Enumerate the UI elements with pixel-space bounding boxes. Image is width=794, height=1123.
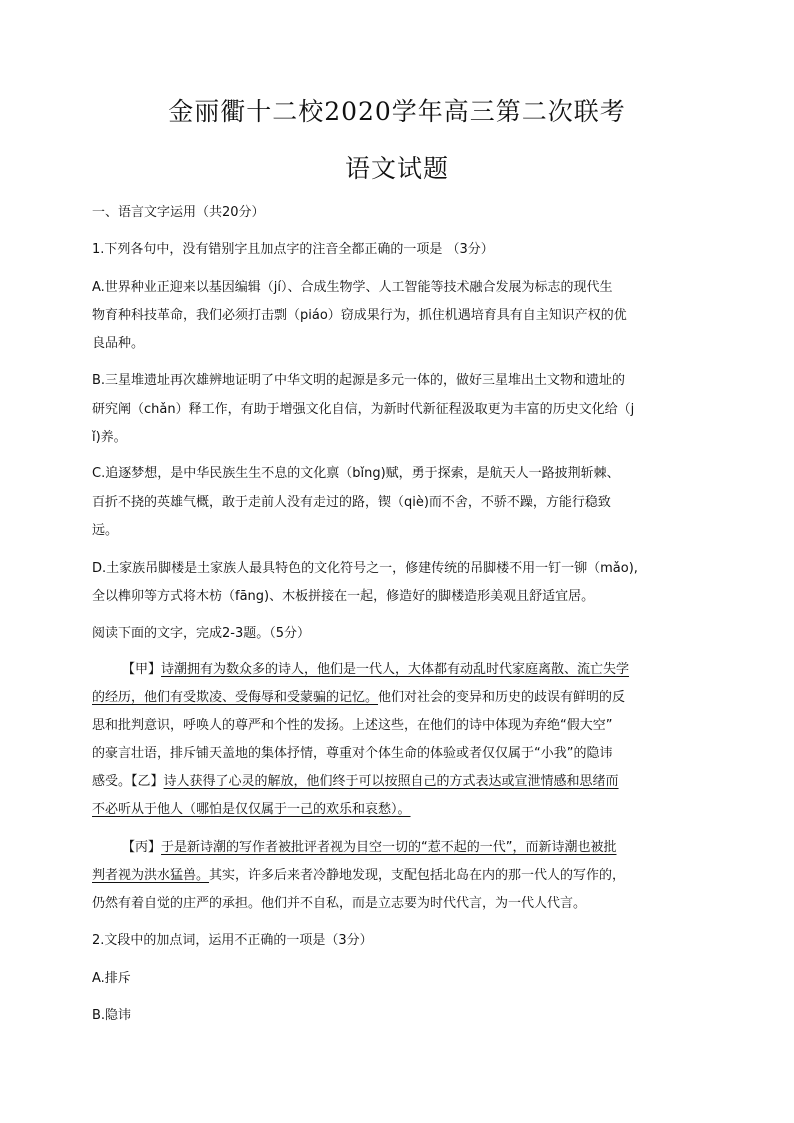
q1-option-c-line: C.追逐梦想，是中华民族生生不息的文化禀（bǐng)赋，勇于探索，是航天人一路披荆斩棘、 [92, 466, 620, 481]
marker-bing: 【丙】 [122, 840, 162, 855]
underlined-text: 于是新诗潮的写作者被批评者视为目空一切的“惹不起的一代”，而新诗潮也被批 [161, 840, 617, 855]
passage-line [92, 717, 612, 735]
q1-option-d-line: D.土家族吊脚楼是土家族人最具特色的文化符号之一，修建传统的吊脚楼不用一钉一铆（mǎo), [92, 561, 638, 576]
q1-option-a-line: 物育种科技革命，我们必须打击剽（piáo）窃成果行为，抓住机遇培育具有自主知识产权的优 [92, 308, 627, 323]
passage-line [92, 689, 625, 707]
passage-text: 他们对社会的变异和历史的歧误有鲜明的反 [378, 690, 626, 705]
q1-option-a-line: A.世界种业正迎来以基因编辑（jí）、合成生物学、人工智能等技术融合发展为标志的现代生 [92, 280, 613, 295]
underlined-text: 诗人获得了心灵的解放，他们终于可以按照自己的方式表达或宣泄情感和思绪而 [163, 774, 619, 789]
underlined-text: 诗潮拥有为数众多的诗人，他们是一代人，大体都有动乱时代家庭离散、流亡失学 [161, 662, 630, 677]
question-1-stem: 1.下列各句中，没有错别字且加点字的注音全都正确的一项是 （3分） [92, 242, 494, 257]
passage-line [92, 895, 586, 913]
underlined-text: 的经历，他们有受欺凌、受侮辱和受蒙骗的记忆。 [92, 690, 379, 705]
underlined-text: 判者视为洪水猛兽。 [92, 868, 210, 883]
q1-option-d-line: 全以榫卯等方式将木枋（fāng)、木板拼接在一起，修造好的脚楼造形美观且舒适宜居。 [92, 589, 595, 604]
passage-text: 其实，许多后来者冷静地发现，支配包括北岛在内的那一代人的写作的， [209, 868, 626, 883]
q1-option-b-line: 研究阐（chǎn）释工作，有助于增强文化自信，为新时代新征程汲取更为丰富的历史文化给（j [92, 402, 635, 417]
passage-text: 仍然有着自觉的庄严的承担。他们并不自私，而是立志要为时代代言，为一代人代言。 [92, 896, 587, 911]
q1-option-a-line: 良品种。 [92, 336, 145, 351]
marker-yi: 【乙】 [131, 774, 164, 789]
q1-option-b-line: B.三星堆遗址再次雄辨地证明了中华文明的起源是多元一体的，做好三星堆出土文物和遗址的 [92, 373, 626, 388]
reading-instruction: 阅读下面的文字，完成2-3题。（5分） [92, 626, 311, 641]
passage-line [92, 801, 411, 819]
q2-option-b: B.隐讳 [92, 1008, 132, 1023]
q1-option-b-line: ǐ)养。 [92, 430, 127, 445]
question-2-stem: 2.文段中的加点词，运用不正确的一项是（3分） [92, 933, 373, 948]
q2-option-a: A.排斥 [92, 971, 131, 986]
marker-jia: 【甲】 [122, 662, 162, 677]
passage-line [92, 867, 625, 885]
passage-text: 感受。 [92, 774, 132, 789]
passage-line [122, 839, 617, 857]
section-heading: 一、语言文字运用（共20分） [92, 205, 265, 220]
passage-line [92, 745, 612, 763]
passage-line [122, 661, 629, 679]
q1-option-c-line: 远。 [92, 523, 119, 538]
passage-line [92, 773, 619, 791]
page-subtitle: 语文试题 [344, 154, 449, 183]
q1-option-c-line: 百折不挠的英雄气概，敢于走前人没有走过的路，锲（qiè)而不舍，不骄不躁，方能行稳致 [92, 495, 611, 510]
passage-text: 的豪言壮语，排斥铺天盖地的集体抒情，尊重对个体生命的体验或者仅仅属于“小我”的隐讳 [92, 746, 613, 761]
underlined-text: 不必听从于他人（哪怕是仅仅属于一己的欢乐和哀愁）。 [92, 802, 411, 817]
passage-text: 思和批判意识，呼唤人的尊严和个性的发扬。上述这些，在他们的诗中体现为弃绝“假大空” [92, 718, 613, 733]
page-title: 金丽衢十二校2020学年高三第二次联考 [168, 97, 626, 126]
